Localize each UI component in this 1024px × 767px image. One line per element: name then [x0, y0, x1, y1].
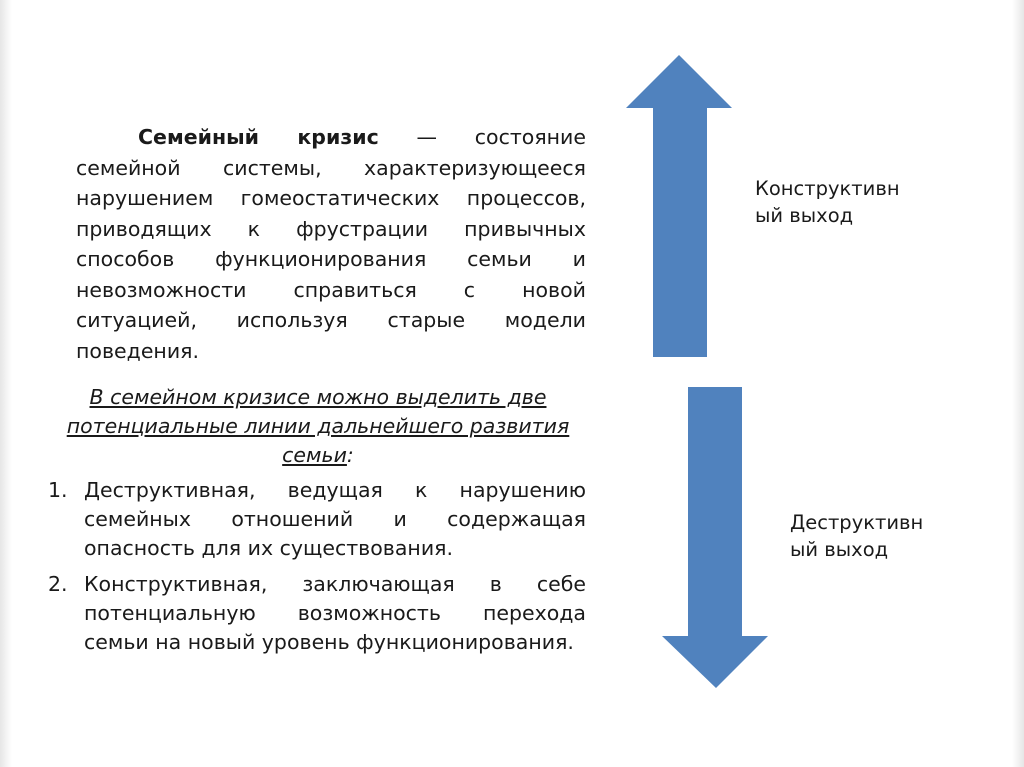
up-arrow-icon: [626, 55, 732, 357]
list-item-text: Конструктивная, заключающая в себе потенциальную возможность перехода семьи на новый уровень функционирования.: [84, 572, 586, 654]
constructive-exit-label-line1: Конструктивн: [755, 177, 900, 200]
destructive-exit-label: [790, 509, 923, 563]
definition-text: — состояние семейной системы, характеризующееся нарушением гомеостатических процессов, приводящих к фрустрации привычных способов функционирования семьи и невозможности справиться с новой ситуацией, используя старые модели поведения.: [76, 125, 586, 363]
destructive-exit-label-line2: ый выход: [790, 538, 889, 561]
down-arrow-icon: [662, 387, 768, 688]
development-lines-heading-colon: :: [346, 443, 354, 467]
development-lines-heading-text: В семейном кризисе можно выделить две потенциальные линии дальнейшего развития семьи: [66, 385, 570, 467]
constructive-exit-label-line2: ый выход: [755, 204, 854, 227]
list-item-text: Деструктивная, ведущая к нарушению семейных отношений и содержащая опасность для их существования.: [84, 478, 586, 560]
constructive-exit-label: [755, 175, 900, 229]
list-item-number: 1.: [48, 478, 68, 502]
list-item-number: 2.: [48, 572, 68, 596]
definition-term: Семейный кризис: [138, 125, 379, 149]
destructive-exit-label-line1: Деструктивн: [790, 511, 924, 534]
